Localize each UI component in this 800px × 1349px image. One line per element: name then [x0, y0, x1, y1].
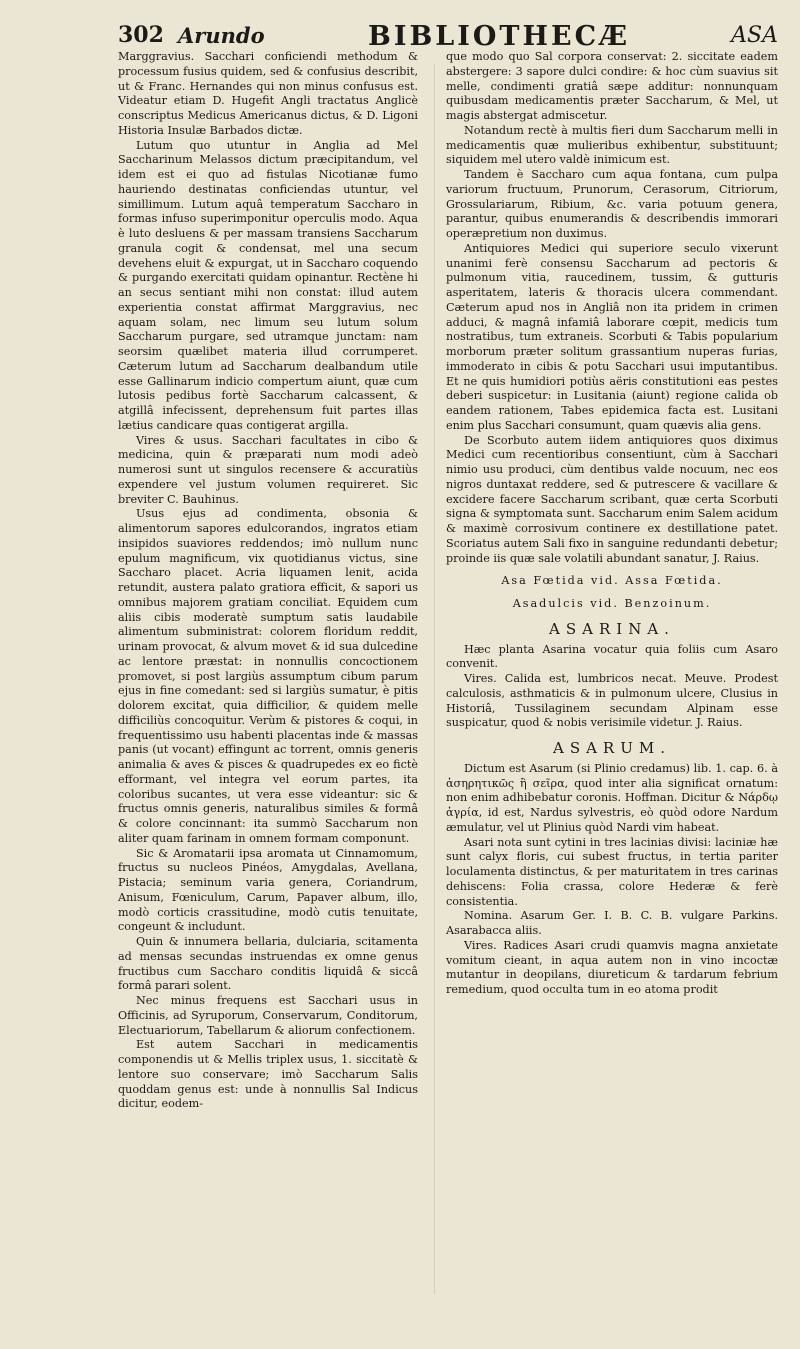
entry-heading-asarina: ASARINA. — [549, 619, 675, 638]
paragraph: De Scorbuto autem iidem antiquiores quos diximus Medici cum recentioribus consentiunt, cùm à Sacchari nimio usu produci, cùm dentibus valde nocuum, nec eos nigros duntaxat reddere, sed & putrescere & vacillare & excidere facere Saccharum scribant, quæ certa Scorbuti signa & symptomata sunt. Saccharum enim Salem acidum & maximè corrosivum continere ex destillatione patet. Scoriatus autem Sali fixo in sanguine redundanti debetur; proinde iis quæ sale volatili abundant sanatur, J. Raius. — [446, 433, 778, 565]
paragraph: Vires & usus. Sacchari facultates in cibo & medicina, quin & præparati num modi adeò numerosi sunt ut singulos recensere & accuratiùs expendere vel justum volumen requireret. Sic breviter C. Bauhinus. — [118, 433, 418, 506]
paragraph: Sic & Aromatarii ipsa aromata ut Cinnamomum, fructus su nucleos Pinéos, Amygdalas, Avellana, Pistacia; seminum varia genera, Coriandrum, Anisum, Fœniculum, Carum, Papaver album, illo, modò corticis crassitudine, modò cutis tenuitate, congeunt & includunt. — [118, 846, 418, 934]
cross-ref-target: vid. Benzoinum. — [590, 597, 712, 610]
running-head-left: Arundo — [178, 23, 265, 48]
paragraph: Asari nota sunt cytini in tres lacinias divisi: laciniæ hæ sunt calyx floris, cui subest fructus, in tertia pariter loculamenta distinctus, & per maturitatem in tres carinas dehiscens: Folia crassa, colore Hederæ & ferè consistentia. — [446, 835, 778, 908]
paragraph: Marggravius. Sacchari conficiendi methodum & processum fusius quidem, sed & confusius describit, ut & Franc. Hernandes qui non minus confusus est. Videatur etiam D. Hugefit Angli tractatus Anglicè conscriptus Medicus Americanus dictus, & D. Ligoni Historia Insulæ Barbados dictæ. — [118, 50, 418, 137]
paragraph: Lutum quo utuntur in Anglia ad Mel Saccharinum Melassos dictum præcipitandum, vel idem est ei quo ad fistulas Nicotianæ fumo hauriendo destinatas conficiendas utuntur, vel simillimum. Lutum aquâ temperatum Saccharo in formas infuso superimponitur operculis modo. Aqua è luto desluens & per massam transiens Saccharum granula cogit & condensat, mel una secum devehens eluit & expurgat, ut in Saccharo coquendo & purgando exercitati quidam opinantur. Rectène hi an secus sentiant mihi non constat: illud autem experientia constat affirmat Marggravius, nec aquam solam, nec limum seu lutum solum Saccharum purgare, sed utramque junctam: nam seorsim quælibet materia illud corrumperet. Cæterum lutum ad Saccharum dealbandum utile esse Gallinarum indicio compertum aiunt, quæ cum lutosis pedibus fortè Saccharum calcassent, & atgillâ infecissent, deprehensum fuit partes illas lætius candicare quas contigerat argilla. — [118, 138, 418, 432]
paragraph: Quin & innumera bellaria, dulciaria, scitamenta ad mensas secundas instruendas ex omne genus fructibus cum Saccharo conditis liquidâ & siccâ formâ parari solent. — [118, 935, 418, 993]
paragraph: Vires. Calida est, lumbricos necat. Meuve. Prodest calculosis, asthmaticis & in pulmonum ulcere, Clusius in Historiâ, Tussilaginem secundam Alpinam esse suspicatur, quod & nobis verisimile videtur. J. Raius. — [446, 672, 778, 730]
cross-reference — [446, 597, 778, 612]
paragraph: Tandem è Saccharo cum aqua fontana, cum pulpa variorum fructuum, Prunorum, Cerasorum, Citriorum, Grossulariarum, Ribium, &c. varia potuum genera, parantur, quibus enumerandis & describendis immorari operæpretium non duximus. — [446, 168, 778, 240]
page-number: 302 — [118, 22, 164, 48]
paragraph: Nec minus frequens est Sacchari usus in Officinis, ad Syruporum, Conservarum, Conditorum, Electuariorum, Tabellarum & aliorum confectionem. — [118, 994, 418, 1037]
cross-ref-term: Asa Fœtida — [501, 574, 586, 588]
paragraph: Nomina. Asarum Ger. I. B. C. B. vulgare Parkins. Asarabacca aliis. — [446, 909, 778, 937]
paragraph: Antiquiores Medici qui superiore seculo vixerunt unanimi ferè consensu Saccharum ad pectoris & pulmonum vitia, raucedinem, tussim, & gutturis asperitatem, lateris & thoracis ulcera commendant. Cæterum apud nos in Angliâ non ita pridem in crimen adduci, & magnâ infamiâ laborare cœpit, medicis tum nostratibus, tum extraneis. Scorbuti & Tabis popularium morborum præter solitum grassantium nuperas furias, immoderato in cibis & potu Sacchari usui imputantibus. Et ne quis humidiori potiùs aëris constitutioni eas pestes deberi suspicetur: in Lusitania (aiunt) regione calida ob eandem rationem, Tabes epidemica facta est. Lusitani enim plus Sacchari consumunt, quam quævis alia gens. — [446, 241, 778, 432]
paragraph: que modo quo Sal corpora conservat: 2. siccitate eadem abstergere: 3 sapore dulci condire: & hoc cùm suavius sit melle, condimenti gratiâ sæpe additur: nonnunquam quibusdam medicamentis præter Saccharum, & Mel, ut magis abstergat admiscetur. — [446, 50, 778, 122]
paragraph: Notandum rectè à multis fieri dum Saccharum melli in medicamentis quæ mulieribus exhibentur, substituunt; siquidem mel utero valdè inimicum est. — [446, 123, 778, 167]
paragraph: Usus ejus ad condimenta, obsonia & alimentorum sapores edulcorandos, ingratos etiam insipidos suaviores reddendos; imò nullum nunc epulum magnificum, vix quotidianus victus, sine Saccharo placet. Acria liquamen lenit, acida retundit, austera palato gratiora efficit, & sapori us omnibus majorem gratiam conciliat. Equidem cum aliis cibis moderatè sumptum satis laudabile alimentum subministrat: colorem floridum reddit, urinam provocat, & alvum movet & id sua dulcedine ac lentore præstat: in nonnullis concoctionem promovet, si post largiùs assumptum cibum parum ejus in fine comedant: sed si largiùs sumatur, è pitis dolorem excitat, quia difficilior, & quidem melle difficiliùs concoquitur. Verùm & pistores & coqui, in frequentissimo usu habenti placentas inde & massas panis (ut vocant) effingunt ac torrent, omnis generis animalia & aves & pisces & quadrupedes ex eo fictè efformant, vel integra vel eorum partes, ita coloribus sucantes, ut vera esse videantur: sic & fructus omnis generis, naturalibus similes & formâ & colore concinnant: ita summò Saccharum non aliter quam farinam in omnem formam componunt. — [118, 507, 418, 845]
cross-reference — [446, 574, 778, 589]
left-column — [118, 50, 418, 1112]
column-divider — [434, 64, 435, 1294]
paragraph: Est autem Sacchari in medicamentis componendis ut & Mellis triplex usus, 1. siccitatè & lentore suo conservare; imò Saccharum Salis quoddam genus est: unde à nonnullis Sal Indicus dicitur, eodem- — [118, 1038, 418, 1111]
paragraph: Dictum est Asarum (si Plinio credamus) lib. 1. cap. 6. à ἀσηρητικῶς ἢ σεῖρα, quod inter alia significat ornatum: non enim adhibebatur coronis. Hoffman. Dicitur & Νάρδῳ ἀγρία, id est, Nardus sylvestris, eò quòd odore Nardum æmulatur, vel ut Plinius quòd Nardi vim habeat. — [446, 761, 778, 834]
right-column — [446, 50, 778, 998]
paragraph: Hæc planta Asarina vocatur quia foliis cum Asaro convenit. — [446, 642, 778, 671]
paragraph: Vires. Radices Asari crudi quamvis magna anxietate vomitum cieant, in aqua autem non in vino incoctæ mutantur in deopilans, diureticum & tardarum febrium remedium, quod occulta tum in eo atoma prodit — [446, 938, 778, 996]
cross-ref-term: Asadulcis — [512, 597, 585, 610]
cross-ref-target: vid. Assa Fœtida. — [591, 574, 723, 588]
entry-heading-asarum: ASARUM. — [552, 739, 671, 757]
running-head-right: ASA — [731, 23, 778, 48]
running-head-title: BIBLIOTHECÆ — [368, 21, 630, 52]
